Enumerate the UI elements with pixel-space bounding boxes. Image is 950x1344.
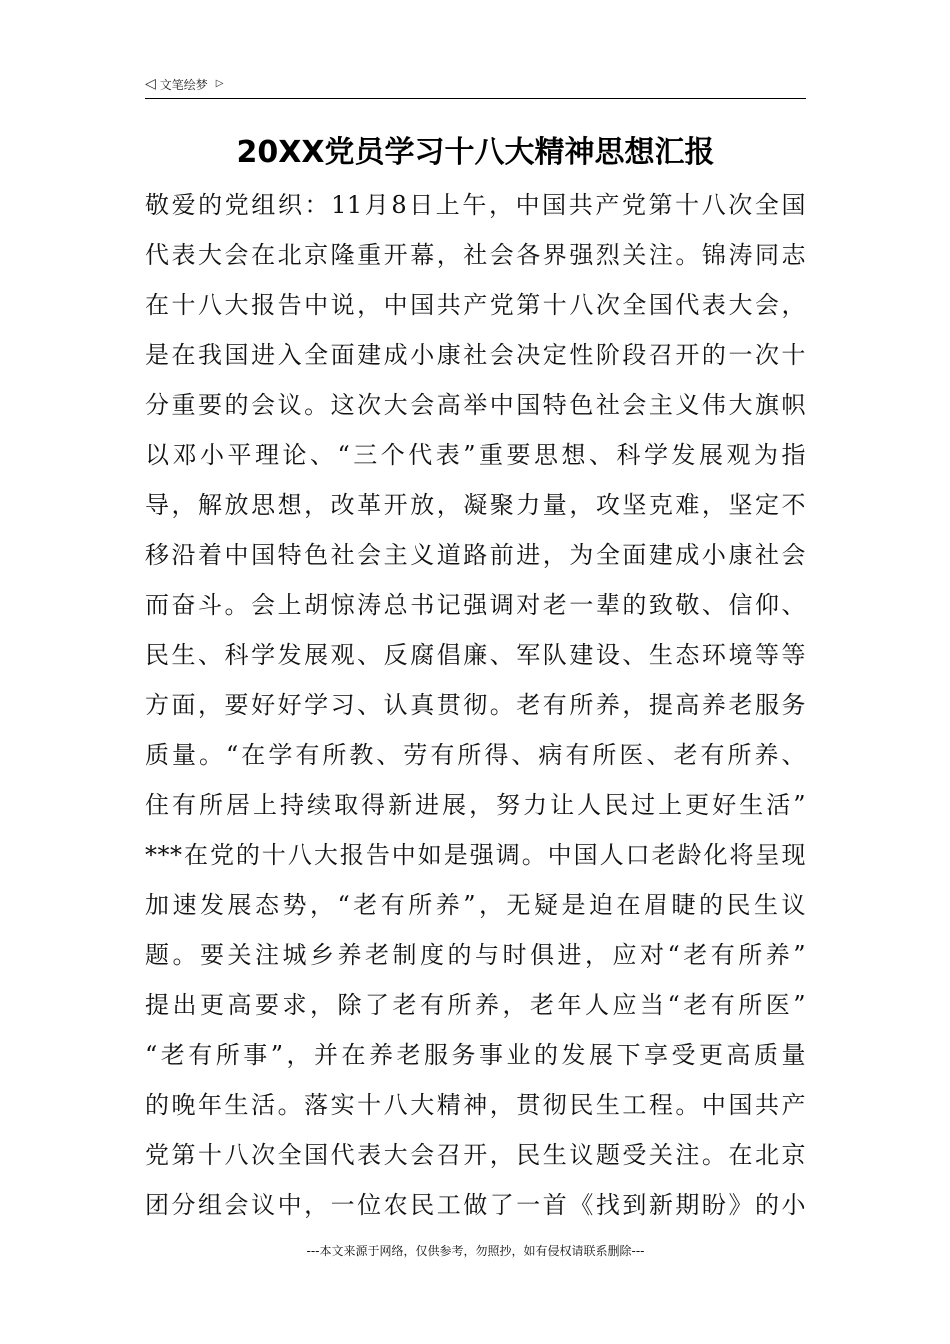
body-line: 导，解放思想，改革开放，凝聚力量，攻坚克难，坚定不	[145, 491, 806, 519]
body-line: 提出更高要求，除了老有所养，老年人应当“老有所医”	[145, 991, 806, 1019]
body-line: 党第十八次全国代表大会召开，民生议题受关注。在北京	[145, 1141, 806, 1169]
body-line: ***在党的十八大报告中如是强调。中国人口老龄化将呈现	[145, 841, 806, 869]
body-line: 移沿着中国特色社会主义道路前进，为全面建成小康社会	[145, 541, 806, 569]
body-line: 代表大会在北京隆重开幕，社会各界强烈关注。锦涛同志	[145, 241, 806, 269]
page-header	[145, 70, 806, 99]
footer-notice: ---本文来源于网络，仅供参考，勿照抄，如有侵权请联系删除---	[306, 1244, 645, 1258]
body-line: 住有所居上持续取得新进展，努力让人民过上更好生活”	[145, 791, 806, 819]
document-body	[145, 180, 806, 1230]
document-title: 20XX党员学习十八大精神思想汇报	[236, 135, 715, 170]
body-line: 加速发展态势，“老有所养”，无疑是迫在眉睫的民生议	[145, 891, 806, 919]
body-line: 质量。“在学有所教、劳有所得、病有所医、老有所养、	[145, 741, 806, 769]
body-line: 是在我国进入全面建成小康社会决定性阶段召开的一次十	[145, 341, 806, 369]
body-line: 题。要关注城乡养老制度的与时俱进，应对“老有所养”	[145, 941, 806, 969]
body-line: 在十八大报告中说，中国共产党第十八次全国代表大会，	[145, 291, 806, 319]
body-line: 以邓小平理论、“三个代表”重要思想、科学发展观为指	[145, 441, 806, 469]
triangle-left-icon: ◁	[145, 76, 156, 92]
body-line: “老有所事”，并在养老服务事业的发展下享受更高质量	[145, 1041, 806, 1069]
header-brand: 文笔绘梦	[159, 77, 208, 92]
body-line: 民生、科学发展观、反腐倡廉、军队建设、生态环境等等	[145, 641, 806, 669]
triangle-right-icon: ▷	[215, 78, 224, 89]
body-line: 分重要的会议。这次大会高举中国特色社会主义伟大旗帜	[145, 391, 806, 419]
body-line: 而奋斗。会上胡惊涛总书记强调对老一辈的致敬、信仰、	[145, 591, 806, 619]
body-line: 的晚年生活。落实十八大精神，贯彻民生工程。中国共产	[145, 1091, 806, 1119]
body-line: 团分组会议中，一位农民工做了一首《找到新期盼》的小	[145, 1191, 806, 1219]
body-line: 敬爱的党组织：11月8日上午，中国共产党第十八次全国	[145, 191, 806, 219]
body-line: 方面，要好好学习、认真贯彻。老有所养，提高养老服务	[145, 691, 806, 719]
